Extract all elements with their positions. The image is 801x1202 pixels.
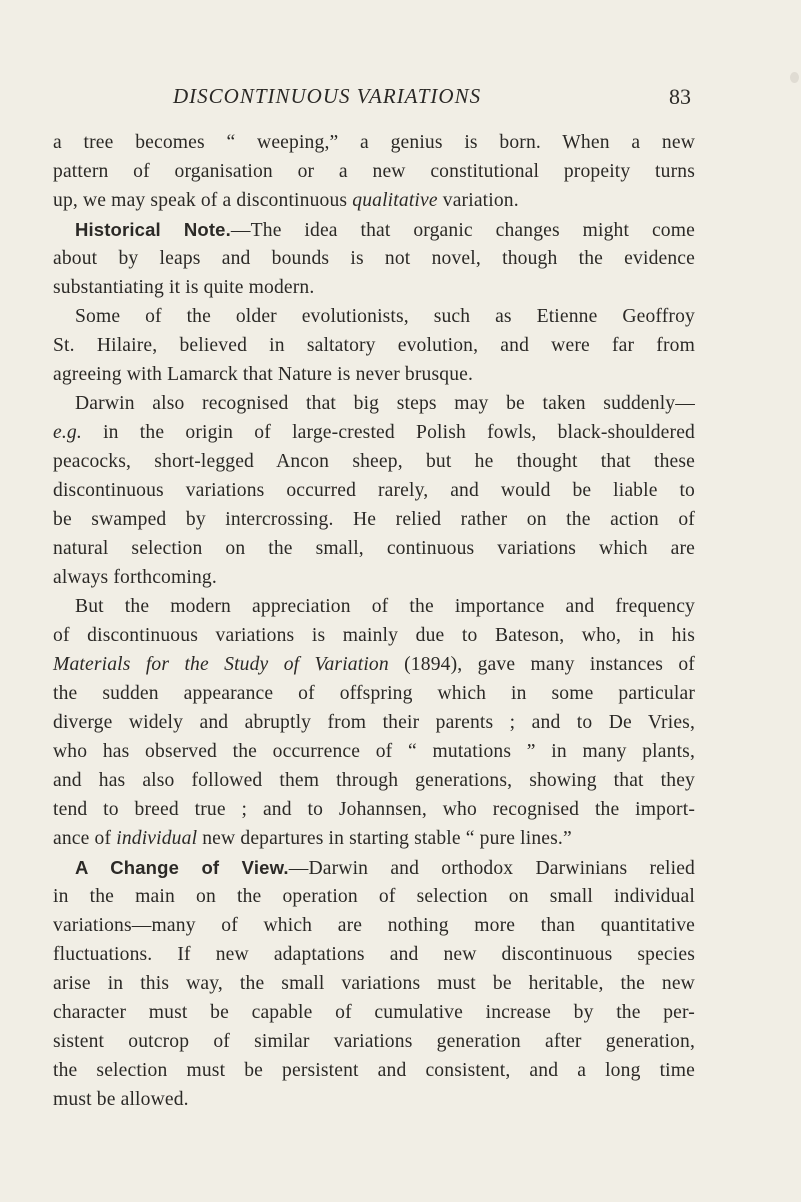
- text-line: and has also followed them through generations, showing that they: [53, 770, 695, 791]
- text-line: of discontinuous variations is mainly due to Bateson, who, in his: [53, 625, 695, 646]
- text-fragment: ance of: [53, 828, 117, 849]
- text-line: [53, 650, 695, 679]
- text-line: about by leaps and bounds is not novel, though the evidence: [53, 248, 695, 269]
- text-line: natural selection on the small, continuous variations which are: [53, 538, 695, 559]
- paper-blemish: [790, 72, 799, 83]
- text-line: be swamped by intercrossing. He relied rather on the action of: [53, 509, 695, 530]
- text-line: [53, 418, 695, 447]
- body-text: [53, 128, 695, 1114]
- text-line: sistent outcrop of similar variations generation after generation,: [53, 1031, 695, 1052]
- text-line: discontinuous variations occurred rarely, and would be liable to: [53, 480, 695, 501]
- text-fragment: —Darwin and orthodox Darwinians relied: [288, 858, 695, 879]
- text-line: [53, 215, 695, 244]
- text-line: Darwin also recognised that big steps may be taken suddenly—: [75, 393, 695, 414]
- text-line: [53, 853, 695, 882]
- page-number: 83: [669, 84, 691, 109]
- text-line: the sudden appearance of offspring which in some particular: [53, 683, 695, 704]
- text-line: who has observed the occurrence of “ mutations ” in many plants,: [53, 741, 695, 762]
- emphasis: qualitative: [352, 190, 438, 211]
- text-line: in the main on the operation of selection on small individual: [53, 886, 695, 907]
- page-header: [53, 78, 695, 114]
- text-line: But the modern appreciation of the importance and frequency: [75, 596, 695, 617]
- text-fragment: —The idea that organic changes might come: [230, 220, 695, 241]
- text-line: tend to breed true ; and to Johannsen, who recognised the import-: [53, 799, 695, 820]
- text-fragment: variation.: [437, 190, 519, 211]
- text-line: diverge widely and abruptly from their parents ; and to De Vries,: [53, 712, 695, 733]
- text-fragment: (1894), gave many instances of: [388, 654, 695, 675]
- text-line: always forthcoming.: [53, 567, 217, 588]
- running-title: DISCONTINUOUS VARIATIONS: [173, 84, 482, 108]
- text-line: variations—many of which are nothing more than quantitative: [53, 915, 695, 936]
- text-fragment: up, we may speak of a discontinuous: [53, 190, 353, 211]
- text-line: a tree becomes “ weeping,” a genius is born. When a new: [53, 132, 695, 153]
- text-line: must be allowed.: [53, 1089, 189, 1110]
- text-fragment: in the origin of large-crested Polish fowls, black-shouldered: [81, 422, 695, 443]
- emphasis: individual: [116, 828, 198, 849]
- section-heading: A Change of View.: [75, 857, 289, 878]
- text-fragment: new departures in starting stable “ pure lines.”: [197, 828, 572, 849]
- text-line: [53, 186, 695, 215]
- text-line: substantiating it is quite modern.: [53, 277, 315, 298]
- text-line: arise in this way, the small variations must be heritable, the new: [53, 973, 695, 994]
- book-title: Materials for the Study of Variation: [53, 654, 389, 675]
- text-line: fluctuations. If new adaptations and new discontinuous species: [53, 944, 695, 965]
- text-line: [53, 824, 695, 853]
- text-line: the selection must be persistent and consistent, and a long time: [53, 1060, 695, 1081]
- text-line: Some of the older evolutionists, such as Etienne Geoffroy: [75, 306, 695, 327]
- text-line: peacocks, short-legged Ancon sheep, but he thought that these: [53, 451, 695, 472]
- text-line: St. Hilaire, believed in saltatory evolution, and were far from: [53, 335, 695, 356]
- section-heading: Historical Note.: [75, 219, 231, 240]
- emphasis: e.g.: [53, 422, 82, 443]
- text-line: agreeing with Lamarck that Nature is never brusque.: [53, 364, 474, 385]
- text-line: character must be capable of cumulative increase by the per-: [53, 1002, 695, 1023]
- text-line: pattern of organisation or a new constitutional propeity turns: [53, 161, 695, 182]
